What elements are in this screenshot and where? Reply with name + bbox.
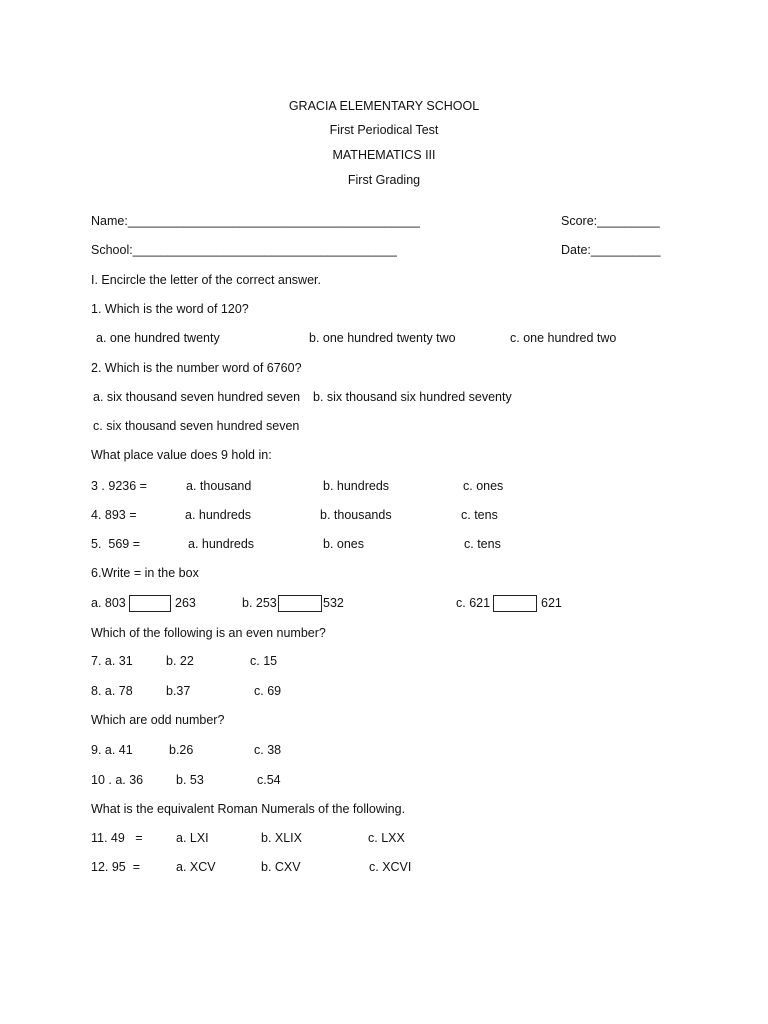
question-2: 2. Which is the number word of 6760? [91, 361, 302, 375]
q9-choice-c[interactable]: c. 38 [254, 743, 282, 757]
q2-choice-c[interactable]: c. six thousand seven hundred seven [93, 419, 300, 433]
place-value-heading: What place value does 9 hold in: [91, 448, 272, 462]
q5-choice-a[interactable]: a. hundreds [188, 537, 255, 551]
q10-choice-a[interactable]: 10 . a. 36 [91, 773, 144, 787]
question-4: 4. 893 = [91, 508, 137, 522]
q6b-answer-box[interactable] [278, 595, 322, 612]
school-title: GRACIA ELEMENTARY SCHOOL [288, 99, 480, 113]
roman-heading: What is the equivalent Roman Numerals of the following. [91, 802, 406, 816]
q3-choice-a[interactable]: a. thousand [186, 479, 252, 493]
q6c-right-number: 621 [541, 596, 562, 610]
q1-choice-b[interactable]: b. one hundred twenty two [309, 331, 456, 345]
q6a-left-number: a. 803 [91, 596, 126, 610]
q6b-right-number: 532 [323, 596, 344, 610]
name-field[interactable]: Name:__________________________________________ [91, 214, 420, 228]
q2-choice-b[interactable]: b. six thousand six hundred seventy [313, 390, 512, 404]
test-title: First Periodical Test [329, 123, 439, 137]
q8-choice-a[interactable]: 8. a. 78 [91, 684, 133, 698]
q10-choice-b[interactable]: b. 53 [176, 773, 204, 787]
question-1: 1. Which is the word of 120? [91, 302, 249, 316]
question-3: 3 . 9236 = [91, 479, 147, 493]
q4-choice-a[interactable]: a. hundreds [185, 508, 252, 522]
q4-choice-c[interactable]: c. tens [461, 508, 498, 522]
q9-choice-a[interactable]: 9. a. 41 [91, 743, 133, 757]
school-field[interactable]: School:______________________________________ [91, 243, 397, 257]
grading-title: First Grading [347, 173, 421, 187]
q11-choice-c[interactable]: c. LXX [368, 831, 405, 845]
q8-choice-b[interactable]: b.37 [166, 684, 191, 698]
subject-title: MATHEMATICS III [332, 148, 436, 162]
q7-choice-c[interactable]: c. 15 [250, 654, 278, 668]
q2-choice-a[interactable]: a. six thousand seven hundred seven [93, 390, 301, 404]
q6c-answer-box[interactable] [493, 595, 537, 612]
q6a-right-number: 263 [175, 596, 196, 610]
question-11: 11. 49 = [91, 831, 143, 845]
odd-heading: Which are odd number? [91, 713, 225, 727]
q12-choice-c[interactable]: c. XCVI [369, 860, 412, 874]
q10-choice-c[interactable]: c.54 [257, 773, 281, 787]
q3-choice-c[interactable]: c. ones [463, 479, 504, 493]
q8-choice-c[interactable]: c. 69 [254, 684, 282, 698]
q3-choice-b[interactable]: b. hundreds [323, 479, 390, 493]
q1-choice-a[interactable]: a. one hundred twenty [96, 331, 220, 345]
q11-choice-a[interactable]: a. LXI [176, 831, 209, 845]
score-field[interactable]: Score:_________ [561, 214, 660, 228]
q6b-left-number: b. 253 [242, 596, 277, 610]
question-6: 6.Write = in the box [91, 566, 199, 580]
q11-choice-b[interactable]: b. XLIX [261, 831, 302, 845]
instructions: I. Encircle the letter of the correct answer. [91, 273, 321, 287]
date-field[interactable]: Date:__________ [561, 243, 661, 257]
even-heading: Which of the following is an even number? [91, 626, 326, 640]
q7-choice-a[interactable]: 7. a. 31 [91, 654, 133, 668]
q5-choice-b[interactable]: b. ones [323, 537, 365, 551]
q5-choice-c[interactable]: c. tens [464, 537, 501, 551]
q6a-answer-box[interactable] [129, 595, 171, 612]
q12-choice-a[interactable]: a. XCV [176, 860, 216, 874]
q9-choice-b[interactable]: b.26 [169, 743, 194, 757]
q12-choice-b[interactable]: b. CXV [261, 860, 301, 874]
q7-choice-b[interactable]: b. 22 [166, 654, 194, 668]
question-5: 5. 569 = [91, 537, 140, 551]
q1-choice-c[interactable]: c. one hundred two [510, 331, 617, 345]
q4-choice-b[interactable]: b. thousands [320, 508, 392, 522]
question-12: 12. 95 = [91, 860, 140, 874]
q6c-left-number: c. 621 [456, 596, 491, 610]
